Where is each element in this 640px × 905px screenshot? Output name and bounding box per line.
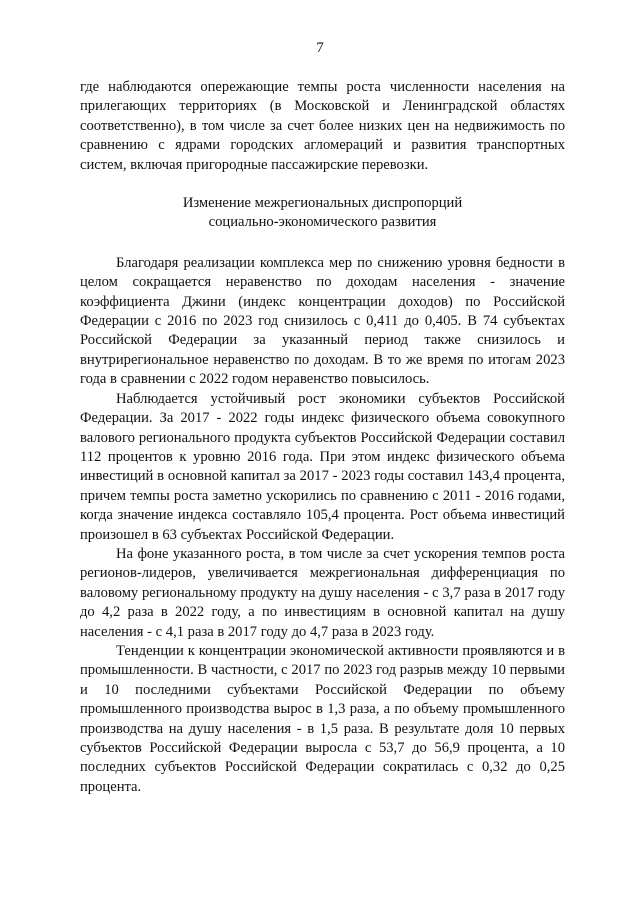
section-heading [80, 194, 565, 233]
section-heading-line-1: Изменение межрегиональных диспропорций [182, 195, 463, 212]
paragraph-continuation: где наблюдаются опережающие темпы роста численности населения на прилегающих территориях (в Московской и Ленинградской областях соответственно), в том числе за счет более низких цен на недвижимость по сравнению с ядрами городских агломераций и развития транспортных систем, включая пригородные пассажирские перевозки. [80, 79, 565, 173]
paragraph-differentiation: На фоне указанного роста, в том числе за счет ускорения темпов роста регионов-лидеров, увеличивается межрегиональная дифференциация по валовому региональному продукту на душу населения - с 3,7 раза в 2017 году до 4,2 раза в 2022 году, а по инвестициям в основной капитал на душу населения - с 4,1 раза в 2017 году до 4,7 раза в 2023 году. [80, 545, 565, 640]
page-number: 7 [316, 40, 324, 56]
paragraph-gini: Благодаря реализации комплекса мер по снижению уровня бедности в целом сокращается неравенство по доходам населения - значение коэффициента Джини (индекс концентрации доходов) по Российской Федерации с 2016 по 2023 год снизилось с 0,411 до 0,405. В 74 субъектах Российской Федерации за указанный период также снизилось и внутрирегиональное неравенство по доходам. В то же время по итогам 2023 года в сравнении с 2022 годом неравенство повысилось. [80, 254, 565, 388]
section-heading-line-2: социально-экономического развития [208, 214, 437, 231]
paragraph-industry: Тенденции к концентрации экономической активности проявляются и в промышленности. В частности, с 2017 по 2023 год разрыв между 10 первыми и 10 последними субъектами Российской Федерации по объему промышленного производства вырос в 1,3 раза, а по объему промышленного производства на душу населения - в 1,5 раза. В результате доля 10 первых субъектов Российской Федерации выросла с 53,7 до 56,9 процента, а 10 последних субъектов Российской Федерации сократилась с 0,32 до 0,25 процента. [80, 642, 565, 795]
paragraph-economic-growth: Наблюдается устойчивый рост экономики субъектов Российской Федерации. За 2017 - 2022 годы индекс физического объема совокупного валового регионального продукта субъектов Российской Федерации составил 112 процентов к уровню 2016 года. При этом индекс физического объема инвестиций в основной капитал за 2017 - 2023 годы составил 143,4 процента, причем темпы роста заметно ускорились по сравнению с 2011 - 2016 годами, когда значение индекса составляло 105,4 процента. Рост объема инвестиций произошел в 63 субъектах Российской Федерации. [80, 390, 565, 543]
document-body [80, 78, 565, 797]
